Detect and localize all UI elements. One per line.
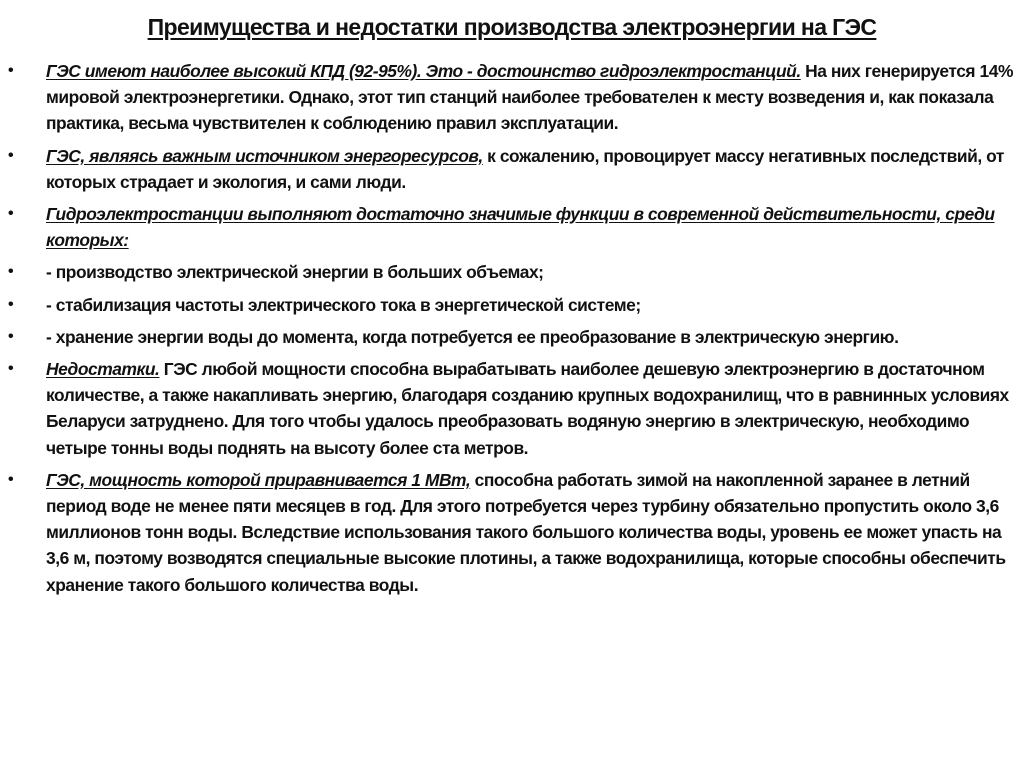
item-text: способна работать зимой на накопленной заранее в летний период воде не менее пяти месяцев в год. Для этого потребуется через турбину обязательно пропустить около 3,6 миллионов тонн воды. Вследствие использования такого большого количества воды, уровень ее может упасть на 3,6 м, поэтому возводятся специальные высокие плотины, а также водохранилища, которые способны обеспечить хранение такого большого количества воды. [46, 469, 1006, 595]
slide-title-text: Преимущества и недостатки производства электроэнергии на ГЭС [147, 14, 877, 40]
bullet-icon: • [8, 263, 14, 281]
item-lead: Гидроэлектростанции выполняют достаточно значимые функции в современной действительности, среди которых: [46, 204, 995, 251]
list-item-functions [0, 201, 1024, 253]
item-text: - производство электрической энергии в больших объемах; [46, 262, 544, 283]
list-item-function-production [0, 259, 1024, 285]
list-item-efficiency [0, 58, 1024, 137]
slide-title [0, 12, 1024, 42]
bullet-icon: • [8, 470, 14, 488]
list-item-negative-effects [0, 143, 1024, 195]
list-item-disadvantages [0, 356, 1024, 461]
item-lead: Недостатки. [46, 359, 160, 380]
bullet-icon: • [8, 295, 14, 313]
item-text: - стабилизация частоты электрического тока в энергетической системе; [46, 294, 641, 315]
item-text: ГЭС любой мощности способна вырабатывать наиболее дешевую электроэнергию в достаточном количестве, а также накапливать энергию, благодаря созданию крупных водохранилищ, что в равнинных условиях Беларуси затруднено. Для того чтобы удалось преобразовать водяную энергию в электрическую, необходимо четыре тонны воды поднять на высоту более ста метров. [46, 359, 1009, 458]
item-lead: ГЭС, являясь важным источником энергоресурсов, [46, 145, 483, 166]
list-item-function-storage [0, 324, 1024, 350]
list-item-function-stabilization [0, 292, 1024, 318]
item-text: - хранение энергии воды до момента, когда потребуется ее преобразование в электрическую энергию. [46, 326, 899, 347]
bullet-icon: • [8, 360, 14, 378]
item-text: На них генерируется 14% мировой электроэнергетики. Однако, этот тип станций наиболее требователен к месту возведения и, как показала практика, весьма чувствителен к соблюдению правил эксплуатации. [46, 61, 1013, 134]
bullet-list [0, 58, 1024, 604]
bullet-icon: • [8, 205, 14, 223]
item-lead: ГЭС, мощность которой приравнивается 1 МВт, [46, 469, 471, 490]
item-lead: ГЭС имеют наиболее высокий КПД (92-95%). Это - достоинство гидроэлектростанций. [46, 61, 801, 81]
item-text: к сожалению, провоцирует массу негативных последствий, от которых страдает и экология, и сами люди. [46, 145, 1004, 192]
bullet-icon: • [8, 146, 14, 164]
bullet-icon: • [8, 62, 14, 79]
bullet-icon: • [8, 327, 14, 345]
list-item-1mw-station [0, 467, 1024, 598]
